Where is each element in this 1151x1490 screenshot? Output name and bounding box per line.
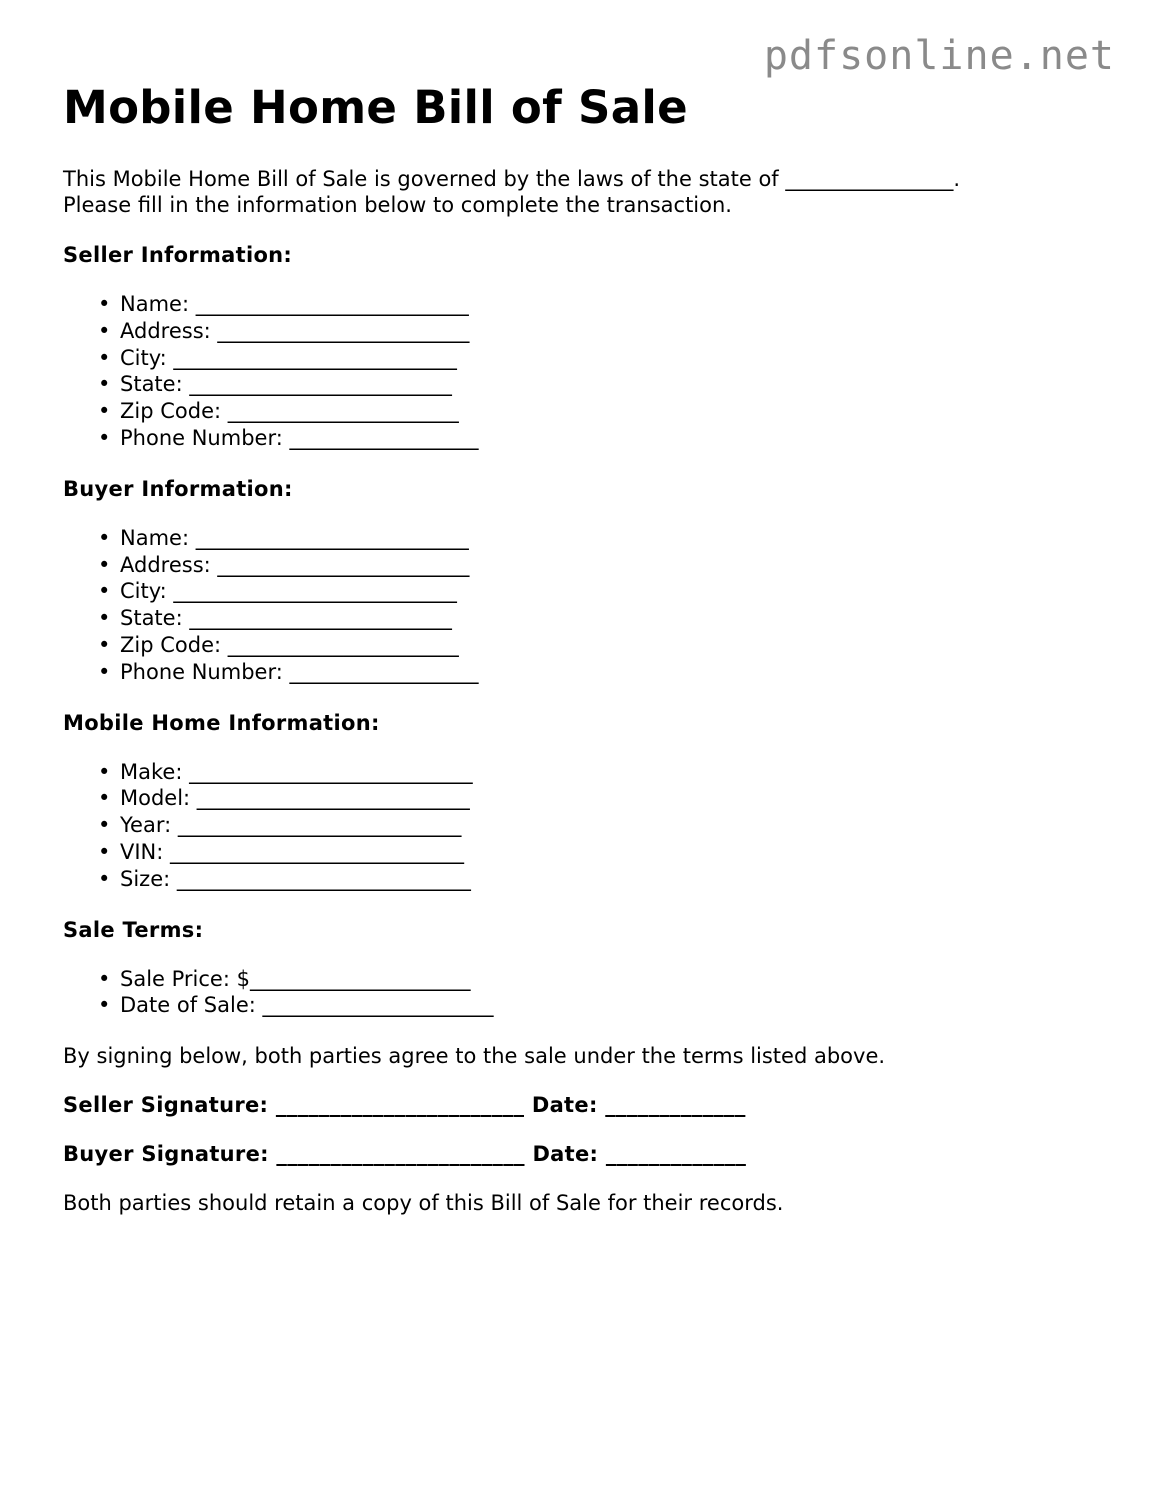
bullet-icon: • (98, 866, 111, 891)
list-item (98, 785, 1103, 812)
list-item (98, 425, 1103, 452)
list-item (98, 839, 1103, 866)
list-item (98, 291, 1103, 318)
list-item (98, 552, 1103, 579)
bullet-icon: • (98, 786, 111, 811)
list-item (98, 866, 1103, 893)
bullet-icon: • (98, 399, 111, 424)
bullet-icon: • (98, 759, 111, 784)
seller-zip-field: Zip Code: ______________________ (120, 399, 459, 424)
year-field: Year: ___________________________ (120, 813, 462, 838)
seller-state-field: State: _________________________ (120, 372, 452, 397)
buyer-address-field: Address: ________________________ (120, 552, 470, 577)
buyer-name-field: Name: __________________________ (120, 525, 469, 550)
page-title: Mobile Home Bill of Sale (63, 81, 688, 134)
bullet-icon: • (98, 632, 111, 657)
buyer-city-field: City: ___________________________ (120, 579, 457, 604)
list-item (98, 812, 1103, 839)
size-field: Size: ____________________________ (120, 866, 471, 891)
vin-field: VIN: ____________________________ (120, 839, 465, 864)
seller-city-field: City: ___________________________ (120, 345, 457, 370)
mobile-home-info-list (63, 759, 1103, 893)
buyer-phone-field: Phone Number: __________________ (120, 659, 479, 684)
buyer-signature-line: Buyer Signature: _______________________ Date: _____________ (63, 1142, 747, 1167)
bullet-icon: • (98, 813, 111, 838)
sale-terms-heading: Sale Terms: (63, 917, 204, 942)
list-item (98, 966, 1103, 993)
list-item (98, 318, 1103, 345)
bullet-icon: • (98, 318, 111, 343)
seller-signature-line: Seller Signature: _______________________ Date: _____________ (63, 1093, 746, 1118)
bullet-icon: • (98, 552, 111, 577)
seller-name-field: Name: __________________________ (120, 292, 469, 316)
list-item (98, 398, 1103, 425)
list-item (98, 659, 1103, 686)
bullet-icon: • (98, 425, 111, 450)
bullet-icon: • (98, 525, 111, 550)
intro-paragraph (63, 166, 1103, 218)
buyer-zip-field: Zip Code: ______________________ (120, 632, 459, 657)
bullet-icon: • (98, 345, 111, 370)
list-item (98, 525, 1103, 552)
bullet-icon: • (98, 606, 111, 631)
bullet-icon: • (98, 579, 111, 604)
model-field: Model: __________________________ (120, 786, 470, 811)
list-item (98, 992, 1103, 1019)
buyer-info-heading: Buyer Information: (63, 476, 293, 501)
watermark-text: pdfsonline.net (763, 33, 1115, 79)
bullet-icon: • (98, 839, 111, 864)
bullet-icon: • (98, 993, 111, 1018)
bullet-icon: • (98, 292, 111, 316)
sale-price-field: Sale Price: $_____________________ (120, 966, 471, 991)
mobile-home-info-heading: Mobile Home Information: (63, 710, 380, 735)
list-item (98, 578, 1103, 605)
seller-info-heading: Seller Information: (63, 243, 293, 267)
intro-line-2: Please fill in the information below to complete the transaction. (63, 193, 732, 217)
seller-phone-field: Phone Number: __________________ (120, 425, 479, 450)
buyer-info-list (63, 525, 1103, 686)
list-item (98, 632, 1103, 659)
make-field: Make: ___________________________ (120, 759, 473, 784)
sale-terms-list (63, 966, 1103, 1020)
date-of-sale-field: Date of Sale: ______________________ (120, 993, 494, 1018)
retain-note: Both parties should retain a copy of this Bill of Sale for their records. (63, 1191, 784, 1216)
bullet-icon: • (98, 659, 111, 684)
list-item (98, 605, 1103, 632)
list-item (98, 371, 1103, 398)
seller-address-field: Address: ________________________ (120, 318, 470, 343)
agreement-text: By signing below, both parties agree to the sale under the terms listed above. (63, 1044, 886, 1069)
bullet-icon: • (98, 966, 111, 991)
seller-info-list (63, 291, 1103, 452)
list-item (98, 759, 1103, 786)
document-page (63, 80, 1103, 1216)
list-item (98, 345, 1103, 372)
bullet-icon: • (98, 372, 111, 397)
buyer-state-field: State: _________________________ (120, 606, 452, 631)
intro-line-1: This Mobile Home Bill of Sale is governed by the laws of the state of ________________. (63, 167, 961, 191)
